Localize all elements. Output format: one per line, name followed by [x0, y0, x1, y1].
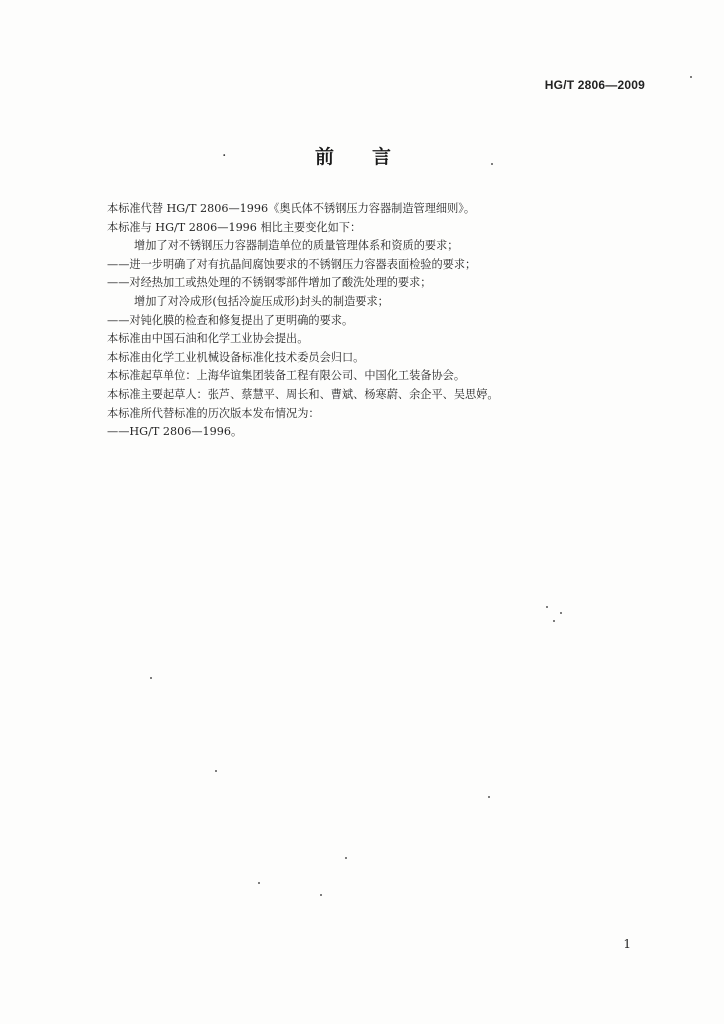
preface-line-drafting-units: 本标准起草单位：上海华谊集团装备工程有限公司、中国化工装备协会。	[107, 369, 466, 383]
scan-speck	[546, 606, 548, 608]
scan-speck	[345, 857, 347, 859]
preface-line-replaces: 本标准代替 HG/T 2806—1996《奥氏体不锈钢压力容器制造管理细则》。	[107, 202, 476, 215]
preface-line-drafters: 本标准主要起草人：张芦、蔡慧平、周长和、曹斌、杨寒蔚、余企平、吴思婷。	[107, 387, 499, 401]
scan-speck	[553, 620, 555, 622]
page-title: 前言	[314, 146, 429, 168]
scan-speck	[690, 76, 692, 78]
preface-line-centralized: 本标准由化学工业机械设备标准化技术委员会归口。	[107, 350, 365, 364]
preface-line-change-3: ——对经热加工或热处理的不锈钢零部件增加了酸洗处理的要求；	[107, 276, 432, 290]
page-number: 1	[623, 937, 631, 951]
preface-line-proposer: 本标准由中国石油和化学工业协会提出。	[107, 332, 309, 346]
scan-speck	[488, 796, 490, 798]
preface-line-change-1: 增加了对不锈钢压力容器制造单位的质量管理体系和资质的要求；	[134, 239, 459, 253]
preface-line-history-item: ——HG/T 2806—1996。	[107, 425, 243, 439]
preface-line-history-intro: 本标准所代替标准的历次版本发布情况为：	[107, 406, 320, 420]
scan-speck	[560, 612, 562, 614]
preface-line-changes-intro: 本标准与 HG/T 2806—1996 相比主要变化如下：	[107, 220, 362, 234]
scan-speck	[215, 770, 217, 772]
scan-speck	[258, 882, 260, 884]
scan-speck	[150, 677, 152, 679]
preface-line-change-5: ——对钝化膜的检查和修复提出了更明确的要求。	[107, 313, 354, 327]
preface-line-change-4: 增加了对冷成形(包括冷旋压成形)封头的制造要求；	[134, 294, 389, 308]
title-dot: .	[222, 144, 227, 160]
preface-line-change-2: ——进一步明确了对有抗晶间腐蚀要求的不锈钢压力容器表面检验的要求；	[107, 257, 477, 271]
scan-speck	[491, 163, 493, 165]
preface-body	[107, 200, 627, 442]
scan-speck	[320, 894, 322, 896]
standard-code: HG/T 2806—2009	[544, 78, 645, 92]
